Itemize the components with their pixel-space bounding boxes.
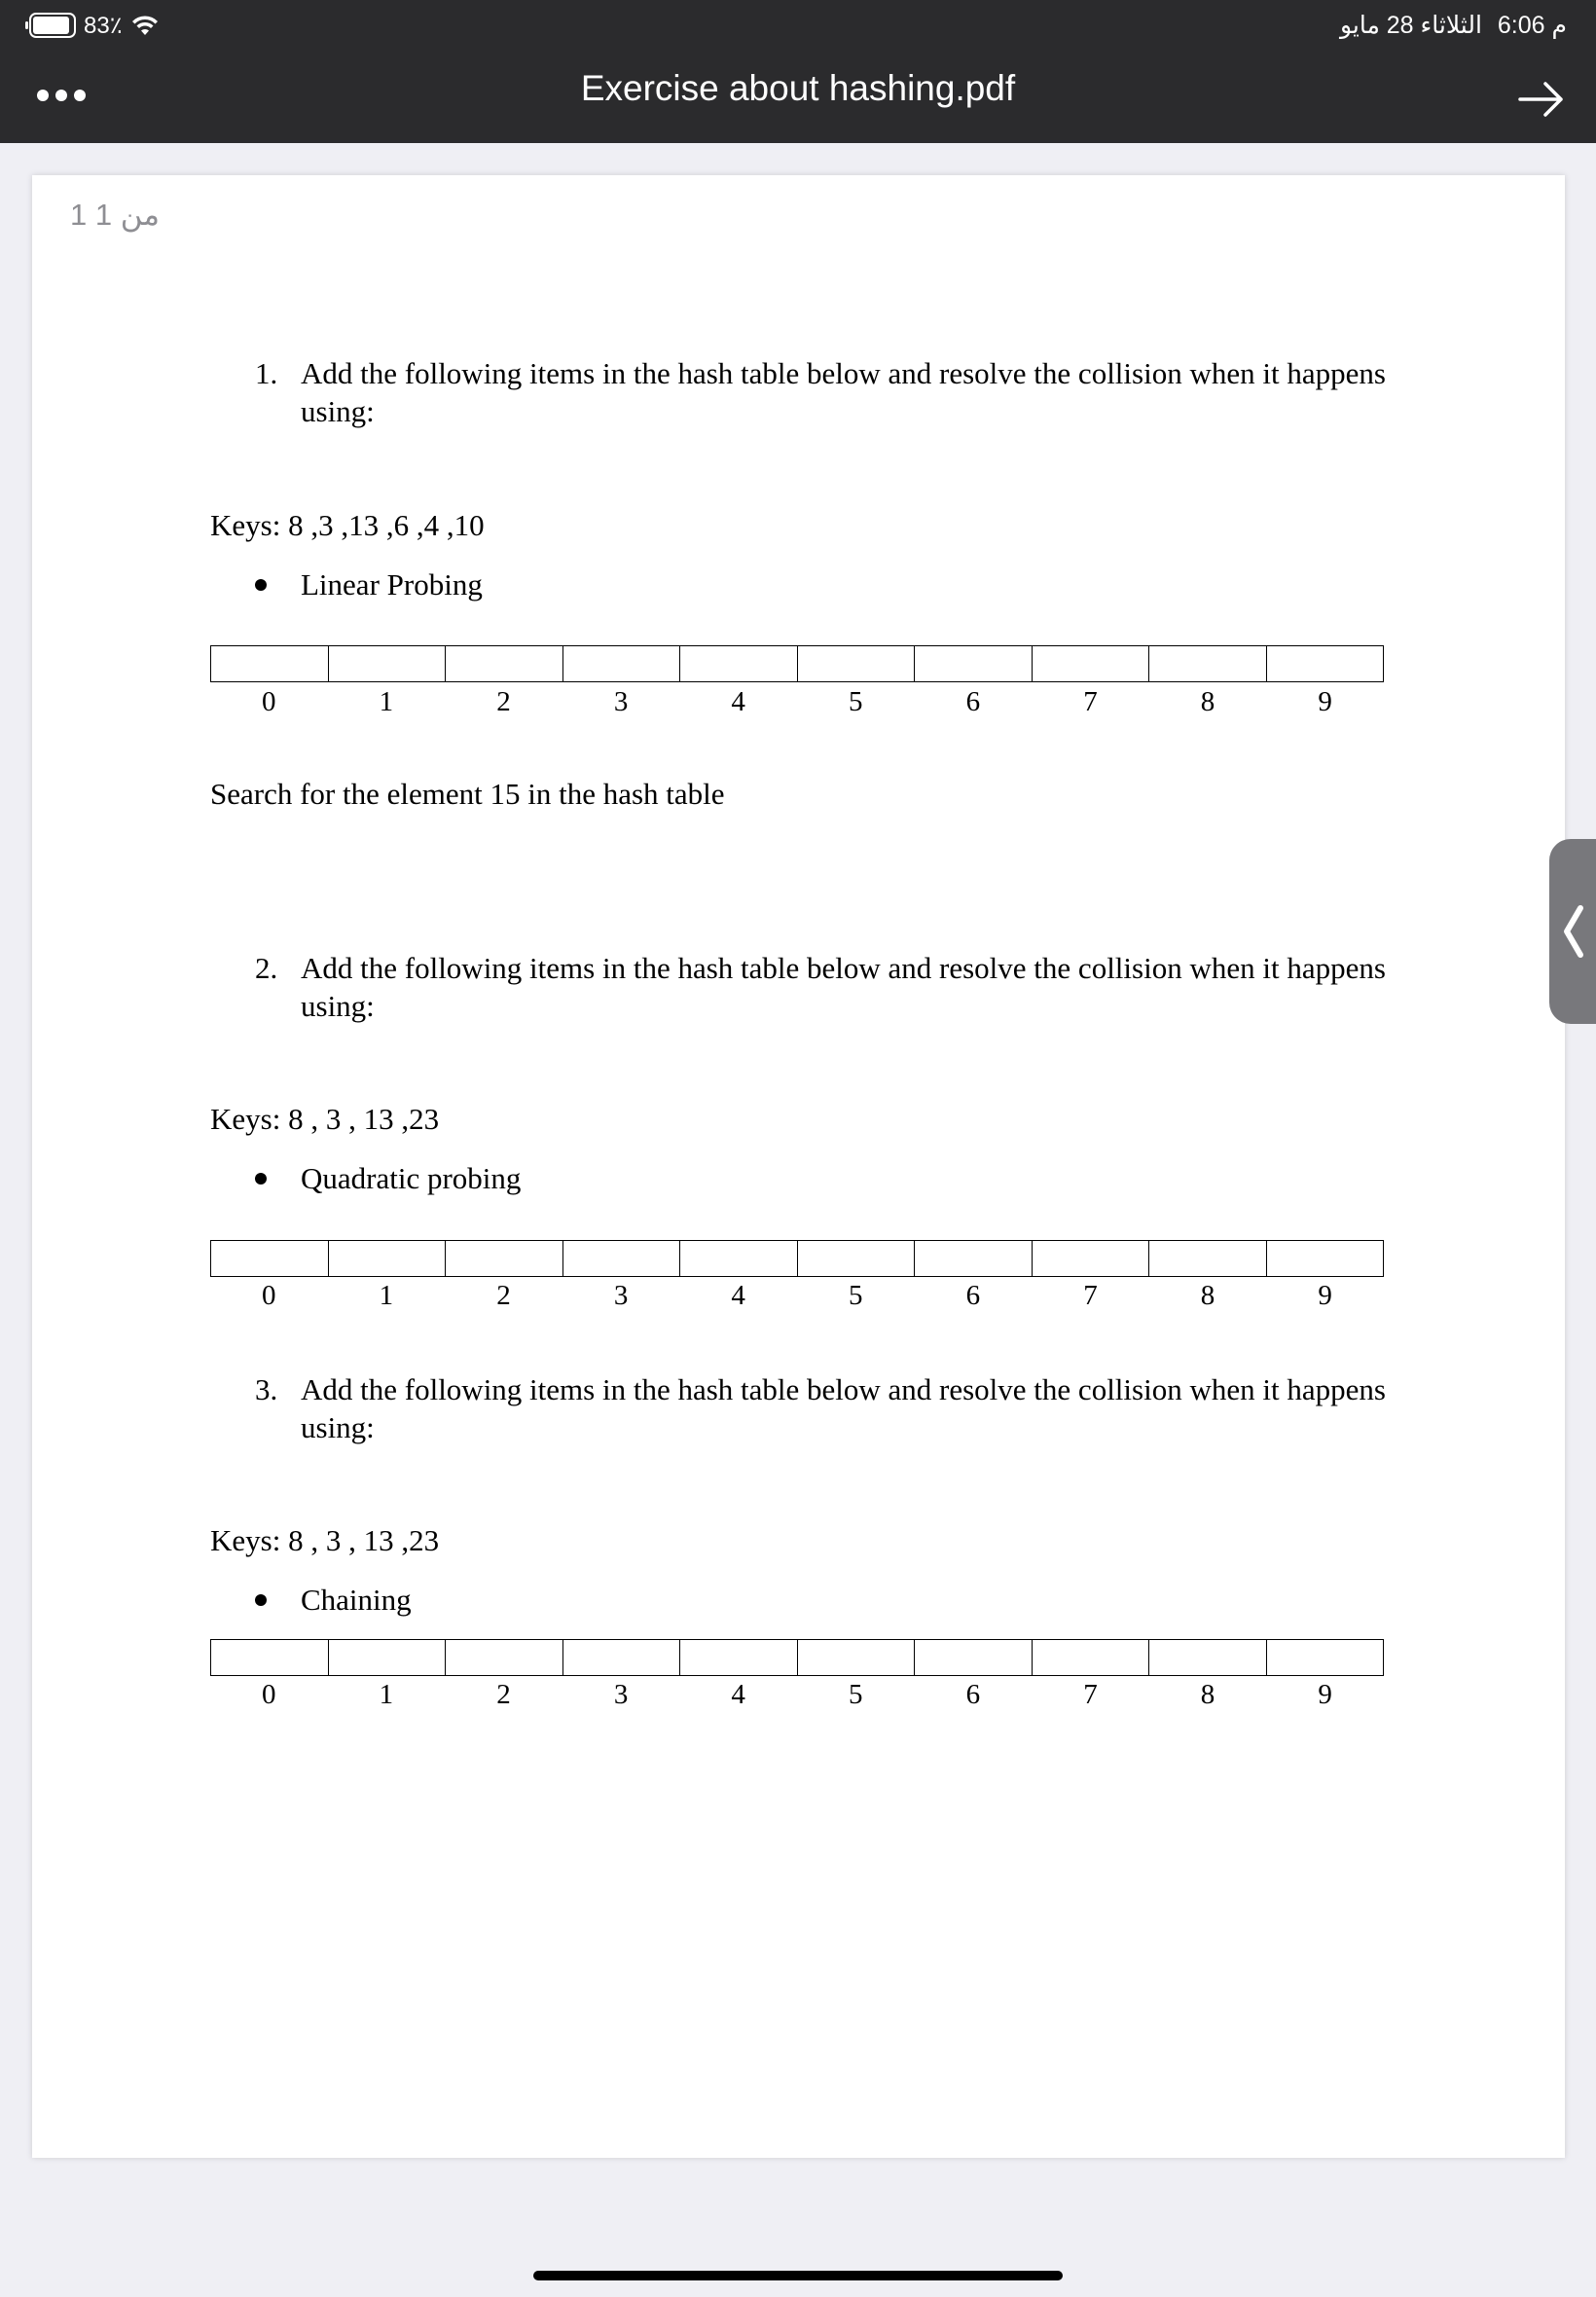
table-cell <box>798 1241 916 1276</box>
table-cell <box>1149 1640 1267 1675</box>
table-cell <box>211 1241 329 1276</box>
table-index: 4 <box>731 686 745 717</box>
table-cell <box>329 1241 447 1276</box>
table-cell <box>211 1640 329 1675</box>
question-3 <box>255 1370 1394 1446</box>
question-text: Add the following items in the hash table below and resolve the collision when it happens using: <box>301 1372 1386 1444</box>
table-index: 9 <box>1318 1280 1332 1311</box>
table-index: 2 <box>496 1280 511 1311</box>
question-2 <box>255 949 1394 1025</box>
table-index: 3 <box>613 686 629 717</box>
top-bar <box>0 0 1596 143</box>
table-cell <box>1149 1241 1267 1276</box>
table-cell <box>563 1241 681 1276</box>
table-index: 8 <box>1200 686 1215 717</box>
table-cell <box>1267 1640 1384 1675</box>
bullet-icon <box>255 1594 267 1606</box>
table-cell <box>915 1241 1033 1276</box>
table-cell <box>329 646 447 681</box>
side-panel-handle[interactable] <box>1549 839 1596 1024</box>
search-instruction: Search for the element 15 in the hash table <box>210 777 725 811</box>
table-index: 0 <box>262 686 276 717</box>
table-index: 3 <box>613 1679 629 1710</box>
chevron-left-icon <box>1559 902 1588 961</box>
table-cell <box>798 1640 916 1675</box>
table-index-row <box>210 686 1384 718</box>
battery-percent: 83٪ <box>84 12 123 39</box>
table-index: 6 <box>965 1679 981 1710</box>
status-time: 6:06 م <box>1497 12 1567 39</box>
hash-table <box>210 645 1384 682</box>
document-title: Exercise about hashing.pdf <box>580 68 1016 108</box>
table-cell <box>915 1640 1033 1675</box>
table-index: 6 <box>965 686 981 717</box>
table-cell <box>680 1640 798 1675</box>
table-index: 7 <box>1083 1679 1098 1710</box>
table-cell <box>563 1640 681 1675</box>
table-index: 8 <box>1200 1280 1215 1311</box>
table-cell <box>1149 646 1267 681</box>
table-index: 5 <box>849 1679 863 1710</box>
bullet-icon <box>255 1173 267 1185</box>
question-number: 2. <box>255 951 278 985</box>
keys-line: Keys: 8 , 3 , 13 ,23 <box>210 1102 440 1136</box>
table-index: 1 <box>379 686 394 717</box>
table-cell <box>1033 1640 1150 1675</box>
status-date: الثلاثاء 28 مايو <box>1339 12 1482 39</box>
question-text: Add the following items in the hash table below and resolve the collision when it happens using: <box>301 356 1386 428</box>
table-index: 0 <box>262 1280 276 1311</box>
table-index: 2 <box>496 1679 511 1710</box>
table-index: 5 <box>849 686 863 717</box>
keys-line: Keys: 8 ,3 ,13 ,6 ,4 ,10 <box>210 508 485 542</box>
battery-icon <box>29 13 76 38</box>
table-index: 4 <box>731 1280 745 1311</box>
question-number: 3. <box>255 1372 278 1406</box>
table-cell <box>1267 1241 1384 1276</box>
table-cell <box>446 646 563 681</box>
wifi-icon <box>130 14 160 37</box>
table-index: 7 <box>1083 686 1098 717</box>
table-cell <box>1033 1241 1150 1276</box>
table-cell <box>798 646 916 681</box>
status-right <box>1340 8 1567 43</box>
hash-table <box>210 1639 1384 1676</box>
home-indicator[interactable] <box>533 2271 1063 2280</box>
arrow-right-icon[interactable] <box>1514 72 1569 127</box>
table-index: 7 <box>1083 1280 1098 1311</box>
table-index: 6 <box>965 1280 981 1311</box>
table-index: 1 <box>379 1679 394 1710</box>
table-index: 4 <box>731 1679 745 1710</box>
table-index: 3 <box>613 1280 629 1311</box>
table-index: 0 <box>262 1679 276 1710</box>
table-cell <box>680 1241 798 1276</box>
table-index: 1 <box>379 1280 394 1311</box>
table-index: 8 <box>1200 1679 1215 1710</box>
table-cell <box>680 646 798 681</box>
bullet-icon <box>255 579 267 591</box>
question-1 <box>255 354 1394 430</box>
table-cell <box>1033 646 1150 681</box>
table-index: 9 <box>1318 686 1332 717</box>
keys-line: Keys: 8 , 3 , 13 ,23 <box>210 1523 440 1557</box>
table-cell <box>446 1640 563 1675</box>
table-cell <box>446 1241 563 1276</box>
table-index-row <box>210 1280 1384 1312</box>
status-left <box>29 8 160 43</box>
table-cell <box>211 646 329 681</box>
table-index: 5 <box>849 1280 863 1311</box>
table-index: 2 <box>496 686 511 717</box>
table-cell <box>329 1640 447 1675</box>
method-bullet <box>255 1583 412 1618</box>
table-cell <box>1267 646 1384 681</box>
method-bullet <box>255 1161 521 1196</box>
question-number: 1. <box>255 356 278 390</box>
method-bullet <box>255 567 483 602</box>
method-label: Quadratic probing <box>301 1161 522 1195</box>
table-index: 9 <box>1318 1679 1332 1710</box>
page-indicator: 1 من 1 <box>70 198 160 232</box>
method-label: Linear Probing <box>301 567 483 602</box>
method-label: Chaining <box>301 1583 412 1617</box>
question-text: Add the following items in the hash table below and resolve the collision when it happens using: <box>301 951 1386 1023</box>
table-cell <box>915 646 1033 681</box>
hash-table <box>210 1240 1384 1277</box>
table-cell <box>563 646 681 681</box>
table-index-row <box>210 1679 1384 1711</box>
